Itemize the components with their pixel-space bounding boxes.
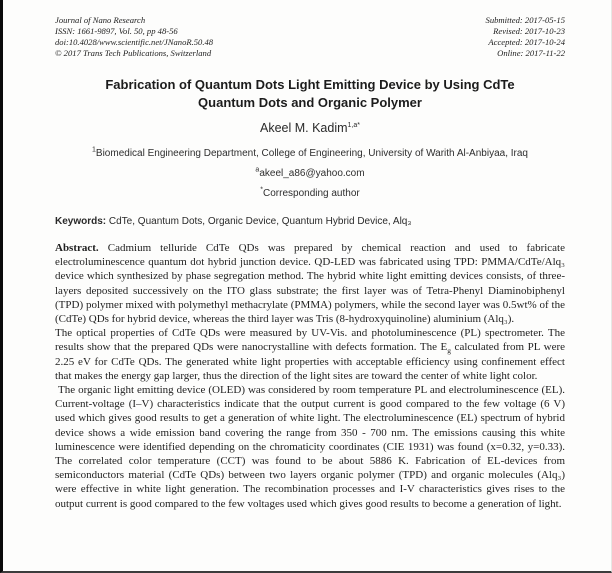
corresponding-text: Corresponding author xyxy=(263,188,360,199)
submission-dates xyxy=(486,15,565,59)
abstract-p2-text-after: calculated from PL were 2.25 eV for CdTe QDs. The generated white light properties with acceptable efficiency using confinement effect that makes the energy gap larger, thus the direction of the light sites are toward the center of white light color. xyxy=(55,341,565,382)
author-line xyxy=(55,121,565,135)
date-revised: Revised: 2017-10-23 xyxy=(493,26,565,36)
email-marker: a xyxy=(255,166,260,174)
abstract-label: Abstract. xyxy=(55,242,99,254)
abstract-section xyxy=(55,241,565,511)
journal-name: Journal of Nano Research xyxy=(55,15,146,25)
journal-copyright: © 2017 Trans Tech Publications, Switzerland xyxy=(55,48,212,58)
keywords-text: CdTe, Quantum Dots, Organic Device, Quantum Hybrid Device, Alq₃ xyxy=(106,216,412,227)
author-superscript: 1,a* xyxy=(347,121,360,129)
journal-issn-volume: ISSN: 1661-9897, Vol. 50, pp 48-56 xyxy=(55,26,178,36)
author-name: Akeel M. Kadim xyxy=(260,121,348,135)
corresponding-author-note xyxy=(55,188,565,199)
journal-info xyxy=(55,15,213,59)
affiliation-text: Biomedical Engineering Department, College of Engineering, University of Warith Al-Anbiyaa, Iraq xyxy=(95,148,528,159)
date-online: Online: 2017-11-22 xyxy=(497,48,565,58)
abstract-p2-subscript: g xyxy=(447,346,451,356)
page-header xyxy=(55,15,565,59)
author-affiliation xyxy=(55,148,565,159)
paper-title: Fabrication of Quantum Dots Light Emitting Device by Using CdTe Quantum Dots and Organic Polymer xyxy=(105,77,515,110)
date-accepted: Accepted: 2017-10-24 xyxy=(488,37,565,47)
date-submitted: Submitted: 2017-05-15 xyxy=(485,15,565,25)
abstract-paragraph-1 xyxy=(55,241,565,326)
abstract-paragraph-2 xyxy=(55,326,565,383)
affiliation-marker: 1 xyxy=(92,146,96,154)
email-text: akeel_a86@yahoo.com xyxy=(259,168,365,179)
abstract-p2-text-before: The optical properties of CdTe QDs were measured by UV-Vis. and photoluminescence (PL) spectrometer. The results show that the prepared QDs were nanocrystalline with defects formation. The E xyxy=(55,327,565,354)
abstract-p1-text: Cadmium telluride CdTe QDs was prepared by chemical reaction and used to fabricate electroluminescence quantum dot hybrid junction device. QD-LED was fabricated using TPD: PMMA/CdTe/Alq₃ device which synthesized by phase segregation method. The hybrid white light emitting devices consists, of three-layers deposited successively on the ITO glass substrate; the first layer was of Tetra-Phenyl Diaminobiphenyl (TPD) polymer mixed with polymethyl methacrylate (PMMA) polymers, while the second layer was 0.5wt% of the (CdTe) QDs for hybrid device, whereas the third layer was Tris (8-hydroxyquinoline) aluminium (Alq₃). xyxy=(55,242,565,326)
abstract-paragraph-3: The organic light emitting device (OLED) was considered by room temperature PL and electroluminescence (EL). Current-voltage (I–V) characteristics indicate that the output current is good compared to the few voltage (6 V) used which gives good results to get a generation of white light. The electroluminescence (EL) spectrum of hybrid device shows a wide emission band covering the range from 350 - 700 nm. The emissions causing this white luminescence were identified depending on the chromaticity coordinates (CIE 1931) was found (x=0.32, y=0.33). The correlated color temperature (CCT) was found to be about 5886 K. Fabrication of EL-devices from semiconductors material (CdTe QDs) between two layers organic polymer (TPD) and organic molecules (Alq₃) were effective in white light generation. The recombination processes and I-V characteristics gives rises to the output current is good compared to the few voltages used which gives good results to become a generation of light. xyxy=(55,384,565,510)
keywords-label: Keywords: xyxy=(55,216,107,227)
keywords-line xyxy=(55,216,565,227)
author-email xyxy=(55,168,565,179)
corresponding-marker: * xyxy=(260,186,263,194)
journal-doi: doi:10.4028/www.scientific.net/JNanoR.50.48 xyxy=(55,37,214,47)
